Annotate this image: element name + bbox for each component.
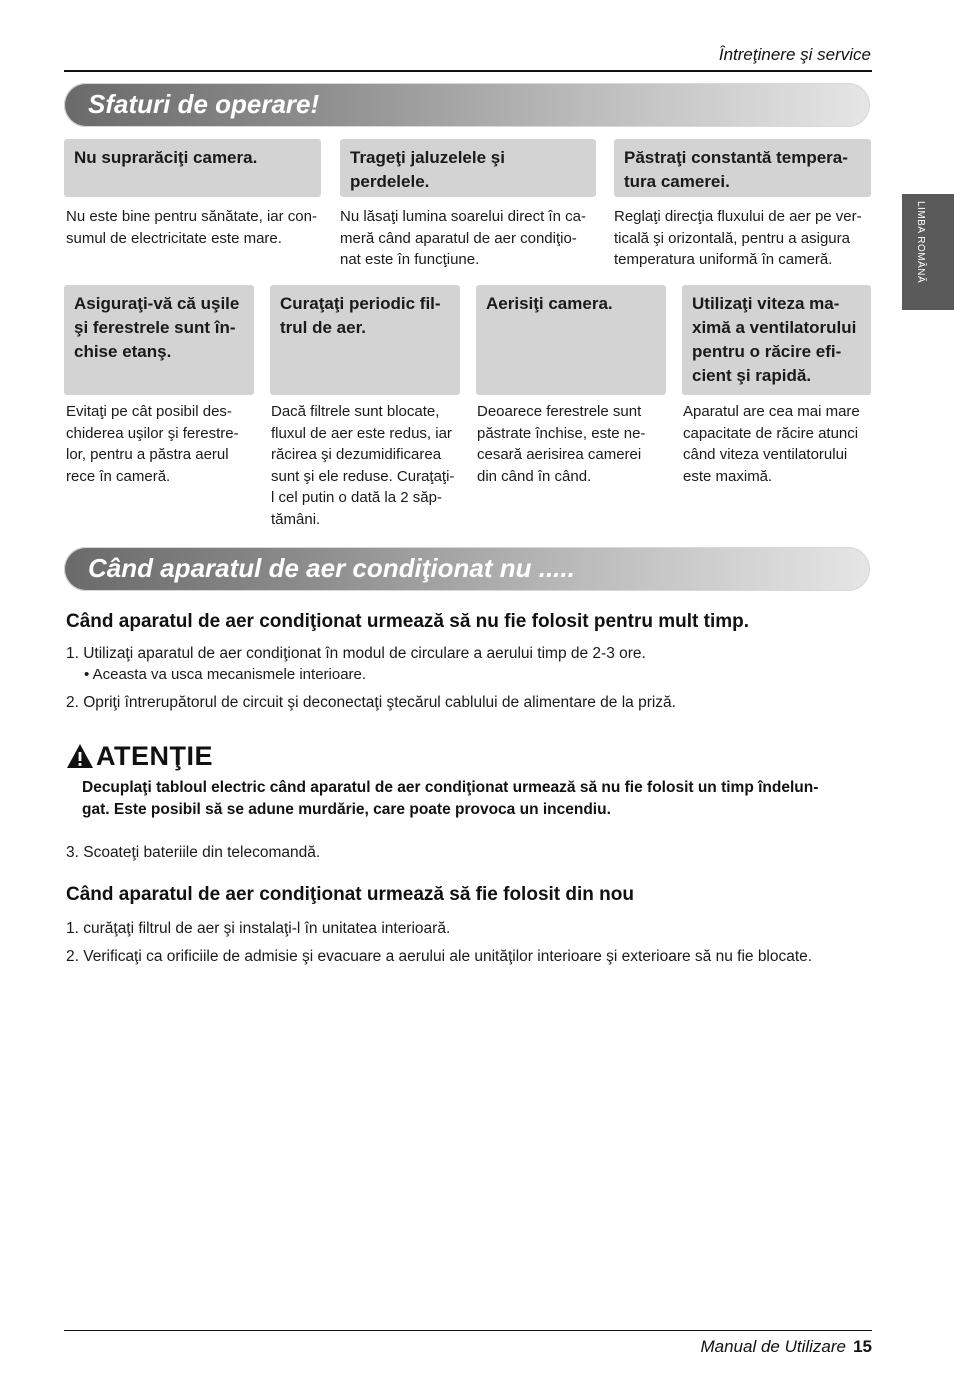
tip-heading-no-overcool: Nu suprarăciţi camera. — [64, 139, 321, 197]
warning-title-text: ATENŢIE — [96, 740, 213, 771]
warning-title — [66, 738, 213, 774]
list-item: 2. Verificaţi ca orificiile de admisie şi evacuare a aerului ale unităţilor interioare şi exterioare să nu fie blocate. — [66, 948, 813, 965]
language-side-tab — [902, 194, 954, 310]
header-rule — [64, 70, 872, 72]
warning-body: Decuplaţi tabloul electric când aparatul de aer condiţionat urmează să nu fie folosit un timp îndelun- gat. Este posibil să se adune murdărie, care poate provoca un incendiu. — [82, 779, 819, 818]
list-item: 3. Scoateţi bateriile din telecomandă. — [66, 844, 321, 861]
side-tab-label: LIMBA ROMÂNĂ — [915, 201, 926, 284]
list-bullet: • Aceasta va usca mecanismele interioare. — [84, 666, 367, 683]
tip-heading-max-fan: Utilizaţi viteza ma- ximă a ventilatorului pentru o răcire efi- cient şi rapidă. — [682, 285, 871, 395]
subheading-reuse: Când aparatul de aer condiţionat urmează să fie folosit din nou — [66, 884, 634, 905]
tip-heading-curtains: Trageţi jaluzelele şi perdelele. — [340, 139, 596, 197]
tip-heading-ventilate: Aerisiţi camera. — [476, 285, 666, 395]
section-title-not-used: Când aparatul de aer condiţionat nu ..... — [88, 553, 575, 583]
tip-desc-no-overcool: Nu este bine pentru sănătate, iar con- sumul de electricitate este mare. — [66, 208, 317, 247]
running-header: Întreţinere şi service — [718, 45, 871, 64]
tip-desc-clean-filter: Dacă filtrele sunt blocate, fluxul de aer este redus, iar răcirea şi dezumidificarea sunt şi ele reduse. Curaţaţi- l cel putin o dată la 2 săp- tămâni. — [271, 403, 455, 528]
page-number: 15 — [853, 1337, 872, 1356]
tip-desc-constant-temp: Reglaţi direcţia fluxului de aer pe ver- ticală şi orizontală, pentru a asigura temperatura uniformă în cameră. — [614, 208, 862, 268]
list-item: 1. curăţaţi filtrul de aer şi instalaţi-l în unitatea interioară. — [66, 920, 451, 937]
tip-desc-max-fan: Aparatul are cea mai mare capacitate de răcire atunci când viteza ventilatorului este maximă. — [683, 403, 860, 485]
footer-rule — [64, 1330, 872, 1331]
section-banner-tips — [64, 83, 870, 127]
footer-manual-title: Manual de Utilizare — [700, 1337, 846, 1356]
warning-triangle-icon — [66, 742, 94, 770]
tip-heading-clean-filter: Curaţaţi periodic fil- trul de aer. — [270, 285, 460, 395]
tip-heading-close-doors: Asiguraţi-vă că uşile şi ferestrele sunt în- chise etanş. — [64, 285, 254, 395]
list-item: 2. Opriţi întrerupătorul de circuit şi deconectaţi ştecărul cablului de alimentare de la priză. — [66, 694, 676, 711]
tip-desc-curtains: Nu lăsaţi lumina soarelui direct în ca- meră când aparatul de aer condiţio- nat este în funcţiune. — [340, 208, 586, 268]
section-title-tips: Sfaturi de operare! — [88, 89, 320, 119]
tip-desc-ventilate: Deoarece ferestrele sunt păstrate închise, este ne- cesară aerisirea camerei din când în când. — [477, 403, 646, 485]
tip-heading-constant-temp: Păstraţi constantă tempera- tura camerei. — [614, 139, 871, 197]
list-item: 1. Utilizaţi aparatul de aer condiţionat în modul de circulare a aerului timp de 2-3 ore. — [66, 645, 646, 662]
subheading-long-storage: Când aparatul de aer condiţionat urmează să nu fie folosit pentru mult timp. — [66, 611, 750, 632]
tip-desc-close-doors: Evitaţi pe cât posibil des- chiderea uşilor şi ferestre- lor, pentru a păstra aerul rece în cameră. — [66, 403, 239, 485]
section-banner-not-used — [64, 547, 870, 591]
